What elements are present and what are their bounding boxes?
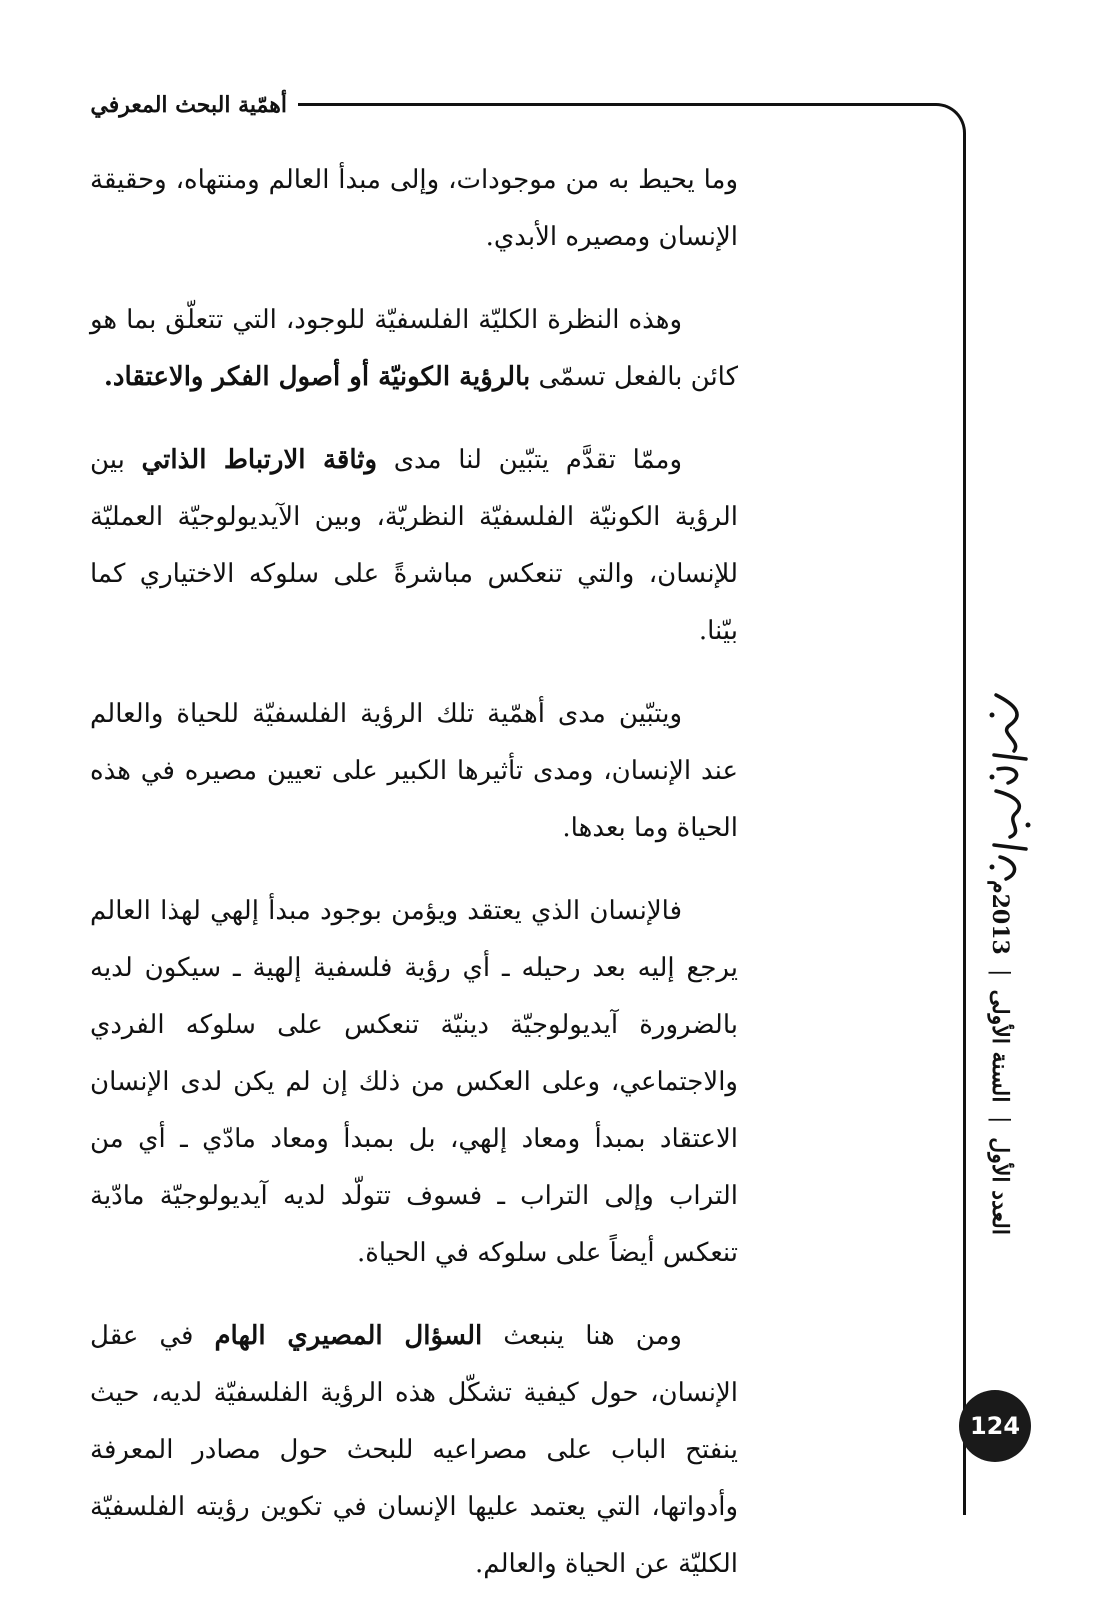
paragraph-1 bbox=[90, 152, 738, 266]
separator: | bbox=[988, 1116, 1013, 1124]
body-text bbox=[90, 152, 738, 1619]
separator: | bbox=[988, 968, 1013, 976]
paragraph-3-text-a: وممّا تقدَّم يتبّين لنا مدى bbox=[377, 445, 683, 475]
running-header: أهمّية البحث المعرفي bbox=[90, 92, 287, 118]
year-label: السنة الأولى bbox=[987, 989, 1013, 1103]
journal-logo bbox=[986, 685, 1034, 885]
year: 2013م bbox=[987, 880, 1013, 955]
paragraph-1-text: وما يحيط به من موجودات، وإلى مبدأ العالم ومنتهاه، وحقيقة الإنسان ومصيره الأبدي. bbox=[90, 165, 738, 252]
paragraph-2 bbox=[90, 292, 738, 406]
page-number: 124 bbox=[969, 1412, 1021, 1440]
page-number-badge bbox=[959, 1390, 1031, 1462]
paragraph-6-text-b: في عقل الإنسان، حول كيفية تشكّل هذه الرؤية الفلسفيّة لديه، حيث ينفتح الباب على مصراعيه للبحث حول مصادر المعرفة وأدواتها، التي يعتمد عليها الإنسان في تكوين رؤيته الفلسفيّة الكليّة عن الحياة والعالم. bbox=[90, 1321, 738, 1579]
paragraph-6 bbox=[90, 1308, 738, 1593]
journal-issue-info bbox=[960, 880, 1040, 1235]
paragraph-2-text: وهذه النظرة الكليّة الفلسفيّة للوجود، التي تتعلّق بما هو كائن بالفعل تسمّى bbox=[90, 305, 738, 392]
paragraph-6-text-a: ومن هنا ينبعث bbox=[482, 1321, 682, 1351]
paragraph-2-bold: بالرؤية الكونيّة أو أصول الفكر والاعتقاد. bbox=[103, 362, 531, 392]
issue-label: العدد الأول bbox=[987, 1137, 1013, 1235]
paragraph-5 bbox=[90, 883, 738, 1282]
paragraph-3-text-b: بين الرؤية الكونيّة الفلسفيّة النظريّة، وبين الآيديولوجيّة العمليّة للإنسان، والتي تنعكس مباشرةً على سلوكه الاختياري كما بيّنا. bbox=[90, 445, 738, 646]
paragraph-4-text: ويتبّين مدى أهمّية تلك الرؤية الفلسفيّة للحياة والعالم عند الإنسان، ومدى تأثيرها الكبير على تعيين مصيره في هذه الحياة وما بعدها. bbox=[90, 699, 738, 843]
paragraph-6-bold: السؤال المصيري الهام bbox=[214, 1321, 483, 1351]
paragraph-4 bbox=[90, 686, 738, 857]
paragraph-5-text: فالإنسان الذي يعتقد ويؤمن بوجود مبدأ إلهي لهذا العالم يرجع إليه بعد رحيله ـ أي رؤية فلسفية إلهية ـ سيكون لديه بالضرورة آيديولوجيّة دينيّة تنعكس على سلوكه الفردي والاجتماعي، وعلى العكس من ذلك إن لم يكن لدى الإنسان الاعتقاد بمبدأ ومعاد إلهي، بل بمبدأ ومعاد مادّي ـ أي من التراب وإلى التراب ـ فسوف تتولّد لديه آيديولوجيّة مادّية تنعكس أيضاً على سلوكه في الحياة. bbox=[90, 896, 738, 1268]
paragraph-3 bbox=[90, 432, 738, 660]
paragraph-3-bold: وثاقة الارتباط الذاتي bbox=[141, 445, 378, 475]
